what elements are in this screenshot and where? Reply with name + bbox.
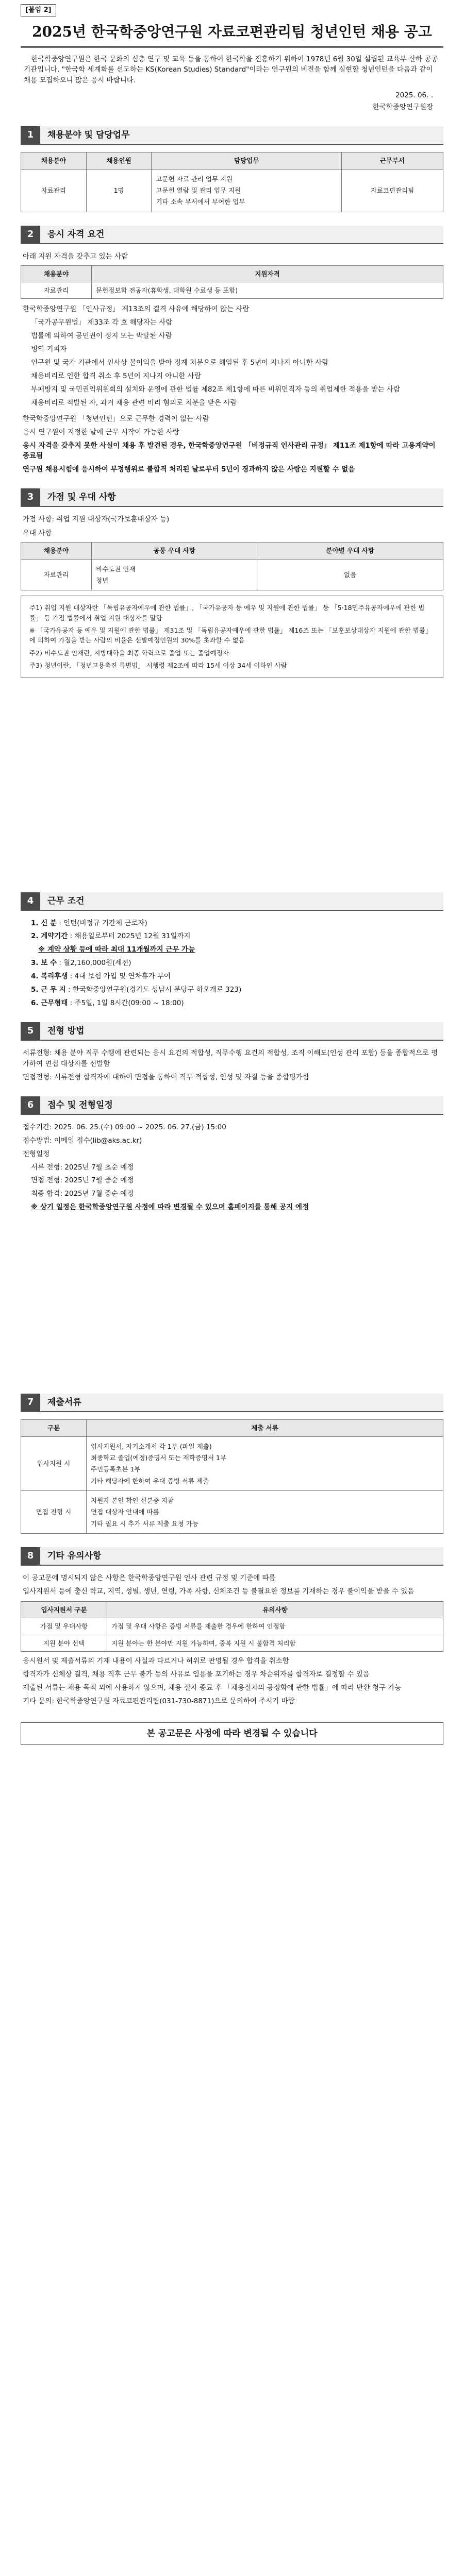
table-cell: 가점 및 우대 사항은 증빙 서류를 제출한 경우에 한하여 인정함: [107, 1618, 443, 1635]
table-cell: [152, 169, 341, 212]
note-item: 주2) 비수도권 인재란, 지방대학을 최종 학력으로 졸업 또는 졸업예정자: [29, 649, 229, 657]
table-cell: 입사지원 시: [21, 1436, 87, 1491]
page-gap: [21, 1215, 443, 1380]
condition-key: 3. 보 수: [31, 959, 57, 968]
table-row: [21, 169, 443, 212]
section-header-4: [21, 892, 443, 911]
section-header-8: [21, 1547, 443, 1566]
section-title: 제출서류: [40, 1394, 443, 1411]
note-item: ※ 「국가유공자 등 예우 및 지원에 관한 법률」 제31조 및 「독립유공자예우에 관한 법률」 제16조 또는 「보훈보상대상자 지원에 관한 법률」에 의하여 가점을 받는 사람의 비율은 선발예정인원의 30%를 초과할 수 없음: [29, 626, 432, 645]
list-item: 면접 전형: 2025년 7월 중순 예정: [31, 1176, 134, 1185]
table-header: 분야별 우대 사항: [257, 543, 443, 559]
section-header-6: [21, 1096, 443, 1115]
bonus-intro: 가점 사항: 취업 지원 대상자(국가보훈대상자 등): [23, 515, 170, 524]
section-header-5: [21, 1022, 443, 1041]
list-item: 부패방지 및 국민권익위원회의 설치와 운영에 관한 법률 제82조 제1항에 따른 비위면직자 등의 취업제한 적용을 받는 사람: [31, 385, 401, 394]
notice-signer: 한국학중앙연구원장: [372, 103, 433, 112]
document-item: 최종학교 졸업(예정)증명서 또는 재학증명서 1부: [91, 1453, 227, 1462]
table-row: [21, 1491, 443, 1534]
condition-value: 월2,160,000원(세전): [63, 959, 131, 968]
condition-key: 2. 계약기간: [31, 932, 68, 941]
table-cell: 없음: [257, 559, 443, 590]
section-title: 채용분야 및 담당업무: [40, 126, 443, 144]
list-item: 접수기간: 2025. 06. 25.(수) 09:00 ~ 2025. 06. 27.(금) 15:00: [23, 1123, 226, 1131]
table-cell: 지원 분야는 한 분야만 지원 가능하며, 중복 지원 시 불합격 처리함: [107, 1635, 443, 1651]
list-item: 병역 기피자: [31, 345, 67, 354]
notes-list: [21, 1573, 443, 1597]
condition-key: 6. 근무형태: [31, 999, 68, 1008]
document-item: 입사지원서, 자기소개서 각 1부 (파일 제출): [91, 1442, 212, 1450]
table-cell: 자료관리: [21, 282, 92, 298]
list-item: 서류전형: 채용 분야 직무 수행에 관련되는 응시 요건의 적합성, 직무수행 요건의 적합성, 조직 이해도(인성 관리 포함) 등을 종합적으로 평가하여 면접 대상자를 선발함: [23, 1048, 438, 1068]
application-notes-table: [21, 1601, 443, 1652]
preference-item: 청년: [96, 576, 109, 584]
document-item: 기타 해당자에 한하여 우대 증빙 서류 제출: [91, 1477, 209, 1485]
list-item: 응시 자격을 갖추지 못한 사실이 채용 후 발견된 경우, 한국학중앙연구원 「비정규직 인사관리 규정」 제11조 제1항에 따라 고용계약이 종료됨: [23, 441, 436, 461]
contract-note: ※ 계약 상황 등에 따라 최대 11개월까지 근무 가능: [38, 945, 195, 954]
condition-key: 5. 근 무 지: [31, 986, 66, 994]
section-title: 가점 및 우대 사항: [40, 488, 443, 506]
page-gap: [21, 683, 443, 879]
table-row: [21, 1618, 443, 1635]
footer-notice: 본 공고문은 사정에 따라 변경될 수 있습니다: [21, 1722, 443, 1745]
list-item: 서류 전형: 2025년 7월 초순 예정: [31, 1163, 134, 1172]
section-header-2: [21, 226, 443, 244]
table-header: 채용분야: [21, 265, 92, 282]
table-cell: [92, 559, 257, 590]
table-cell: 1명: [86, 169, 152, 212]
list-item: 응시원서 및 제출서류의 기재 내용이 사실과 다르거나 허위로 판명될 경우 합격을 취소함: [23, 1657, 289, 1666]
qualification-intro: 아래 지원 자격을 갖추고 있는 사람: [23, 252, 128, 261]
section-number: 3: [21, 488, 40, 506]
section-number: 5: [21, 1022, 40, 1040]
list-item: 한국학중앙연구원 「청년인턴」으로 근무한 경력이 없는 사람: [23, 414, 209, 423]
document-item: 면접 대상자 안내에 따름: [91, 1508, 159, 1516]
duty-item: 고문헌 열람 및 관리 업무 지원: [156, 186, 241, 194]
table-header: 채용분야: [21, 543, 92, 559]
section-header-1: [21, 126, 443, 145]
preference-subtitle: 우대 사항: [23, 529, 52, 538]
document-item: 주민등록초본 1부: [91, 1465, 141, 1473]
section-number: 2: [21, 226, 40, 243]
section-number: 1: [21, 126, 40, 144]
list-item: 합격자가 신체상 결격, 채용 직후 근무 불가 등의 사유로 임용을 포기하는 경우 차순위자를 합격자로 결정할 수 있음: [23, 1670, 370, 1679]
list-item: 전형일정: [23, 1149, 50, 1158]
list-item: 면접전형: 서류전형 합격자에 대하여 면접을 통하여 직무 적합성, 인성 및 자질 등을 종합평가함: [23, 1073, 309, 1081]
section-title: 접수 및 전형일정: [40, 1096, 443, 1114]
selection-list: [21, 1048, 443, 1083]
documents-table: [21, 1419, 443, 1534]
list-item: 이 공고문에 명시되지 않은 사항은 한국학중앙연구원 인사 관련 규정 및 기준에 따름: [23, 1574, 276, 1583]
list-item: 응시 연구원이 지정한 날에 근무 시작이 가능한 사람: [23, 428, 179, 436]
list-item: 1. 신 분 : 인턴(비정규 기간제 근로자): [31, 919, 147, 927]
bonus-notes-box: [21, 596, 443, 677]
intro-paragraph: 한국학중앙연구원은 한국 문화의 심층 연구 및 교육 등을 통하여 한국학을 진흥하기 위하여 1978년 6월 30일 설립된 교육부 산하 공공기관입니다. "한국학 세계화를 선도하는 KS(Korean Studies) Standard"이라는 연구원의 비전을 함께 실현할 청년인턴을 다음과 같이 채용 모집하오니 많은 응시 바랍니다.: [24, 55, 438, 85]
table-header: 근무부서: [341, 152, 443, 169]
list-item: 채용비리로 인한 합격 취소 후 5년이 지나지 아니한 사람: [31, 371, 201, 380]
qualification-table: [21, 265, 443, 299]
table-cell: 문헌정보학 전공자(휴학생, 대학원 수료생 등 포함): [92, 282, 443, 298]
list-item: 법률에 의하여 공민권이 정지 또는 박탈된 사람: [31, 332, 172, 341]
notes-list-more: [21, 1656, 443, 1707]
table-header: 제출 서류: [87, 1420, 443, 1436]
document-item: 기타 필요 시 추가 서류 제출 요청 가능: [91, 1519, 198, 1528]
list-item: 입사지원서 등에 출신 학교, 지역, 성별, 생년, 연령, 가족 사항, 신체조건 등 불필요한 정보를 기재하는 경우 불이익을 받을 수 있음: [23, 1587, 415, 1596]
table-header: 채용인원: [86, 152, 152, 169]
table-cell: 자료관리: [21, 559, 92, 590]
section-title: 기타 유의사항: [40, 1547, 443, 1565]
page-title: 2025년 한국학중앙연구원 자료코편관리팀 청년인턴 채용 공고: [32, 23, 432, 41]
table-cell: 자료관리: [21, 169, 87, 212]
table-header: 구분: [21, 1420, 87, 1436]
list-item: 접수방법: 이메일 접수(lib@aks.ac.kr): [23, 1136, 142, 1145]
list-item: 연구원 채용시험에 응시하여 부정행위로 불합격 처리된 날로부터 5년이 경과하지 않은 사람은 지원할 수 없음: [23, 465, 355, 474]
duty-item: 기타 소속 부서에서 부여한 업무: [156, 198, 245, 206]
recruitment-notice: [21, 0, 443, 1755]
table-cell: [87, 1491, 443, 1534]
duty-item: 고문헌 자료 관리 업무 지원: [156, 175, 233, 183]
attachment-label: [붙임 2]: [21, 4, 56, 16]
table-row: [21, 1436, 443, 1491]
list-item: 3. 보 수 : 월2,160,000원(세전): [31, 959, 131, 968]
condition-key: 4. 복리후생: [31, 972, 68, 981]
list-item: 2. 계약기간 : 채용일로부터 2025년 12월 31일까지: [31, 932, 191, 941]
list-item: 제출된 서류는 채용 목적 외에 사용하지 않으며, 채용 절차 종료 후 「채용절차의 공정화에 관한 법률」에 따라 반환 청구 가능: [23, 1684, 402, 1692]
table-header: 지원자격: [92, 265, 443, 282]
qualification-notes: [21, 414, 443, 476]
document-item: 지원자 본인 확인 신분증 지참: [91, 1497, 174, 1505]
duties-table: [21, 152, 443, 212]
preference-table: [21, 542, 443, 590]
condition-value: 4대 보험 가입 및 연차휴가 부여: [74, 972, 171, 981]
conditions-list: [21, 918, 443, 1009]
section-header-7: [21, 1394, 443, 1412]
table-row: [21, 1635, 443, 1651]
section-title: 근무 조건: [40, 892, 443, 910]
notice-date: 2025. 06. .: [395, 91, 433, 100]
condition-value: 채용일로부터 2025년 12월 31일까지: [74, 932, 191, 941]
condition-value: 주5일, 1일 8시간(09:00 ~ 18:00): [74, 999, 184, 1008]
preference-item: 비수도권 인재: [96, 565, 136, 573]
condition-value: 한국학중앙연구원(경기도 성남시 분당구 하오개로 323): [72, 986, 242, 994]
table-cell: [87, 1436, 443, 1491]
list-item: 4. 복리후생 : 4대 보험 가입 및 연차휴가 부여: [31, 972, 171, 981]
condition-value: 인턴(비정규 기간제 근로자): [63, 919, 147, 927]
list-item: 「국가공무원법」 제33조 각 호 해당자는 사람: [31, 318, 173, 327]
table-cell: 지원 분야 선택: [21, 1635, 107, 1651]
section-title: 응시 자격 요건: [40, 226, 443, 243]
schedule-list: [21, 1122, 443, 1213]
table-cell: 자료코편관리팀: [341, 169, 443, 212]
section-header-3: [21, 488, 443, 507]
table-header: 담당업무: [152, 152, 341, 169]
list-item: 채용비리로 적발된 자, 과거 채용 관련 비리 혐의로 처분을 받은 사람: [31, 398, 237, 407]
table-header: 입사지원서 구분: [21, 1602, 107, 1618]
section-number: 4: [21, 892, 40, 910]
title-divider: [21, 46, 443, 48]
note-item: 주1) 취업 지원 대상자란 「독립유공자예우에 관한 법률」, 「국가유공자 등 예우 및 지원에 관한 법률」 등 「5·18민주유공자예우에 관한 법률」 등 가점 법률에서 취업 지원 대상자를 말함: [29, 604, 425, 622]
table-header: 공통 우대 사항: [92, 543, 257, 559]
table-header: 채용분야: [21, 152, 87, 169]
table-cell: 가점 및 우대사항: [21, 1618, 107, 1635]
table-row: [21, 559, 443, 590]
section-number: 7: [21, 1394, 40, 1411]
table-row: [21, 282, 443, 298]
disqualification-list: [21, 304, 443, 408]
list-item: 인구원 및 국가 기관에서 인사상 불이익을 받아 징계 처분으로 해임된 후 5년이 지나지 아니한 사람: [31, 359, 329, 367]
list-item: 6. 근무형태 : 주5일, 1일 8시간(09:00 ~ 18:00): [31, 999, 184, 1008]
list-item: 최종 합격: 2025년 7월 중순 예정: [31, 1190, 134, 1198]
list-item: 기타 문의: 한국학중앙연구원 자료코편관리팀(031-730-8871)으로 문의하여 주시기 바람: [23, 1697, 295, 1705]
condition-key: 1. 신 분: [31, 919, 57, 927]
section-number: 8: [21, 1547, 40, 1565]
schedule-note: ※ 상기 일정은 한국학중앙연구원 사정에 따라 변경될 수 있으며 홈페이지를 통해 공지 예정: [31, 1203, 309, 1212]
table-header: 유의사항: [107, 1602, 443, 1618]
list-item: 한국학중앙연구원 「인사규정」 제13조의 결격 사유에 해당하여 않는 사람: [23, 305, 250, 314]
note-item: 주3) 청년이란, 「청년고용촉진 특별법」 시행령 제2조에 따라 15세 이상 34세 이하인 사람: [29, 662, 287, 670]
section-number: 6: [21, 1096, 40, 1114]
list-item: 5. 근 무 지 : 한국학중앙연구원(경기도 성남시 분당구 하오개로 323): [31, 986, 242, 994]
section-title: 전형 방법: [40, 1022, 443, 1040]
table-cell: 면접 전형 시: [21, 1491, 87, 1534]
